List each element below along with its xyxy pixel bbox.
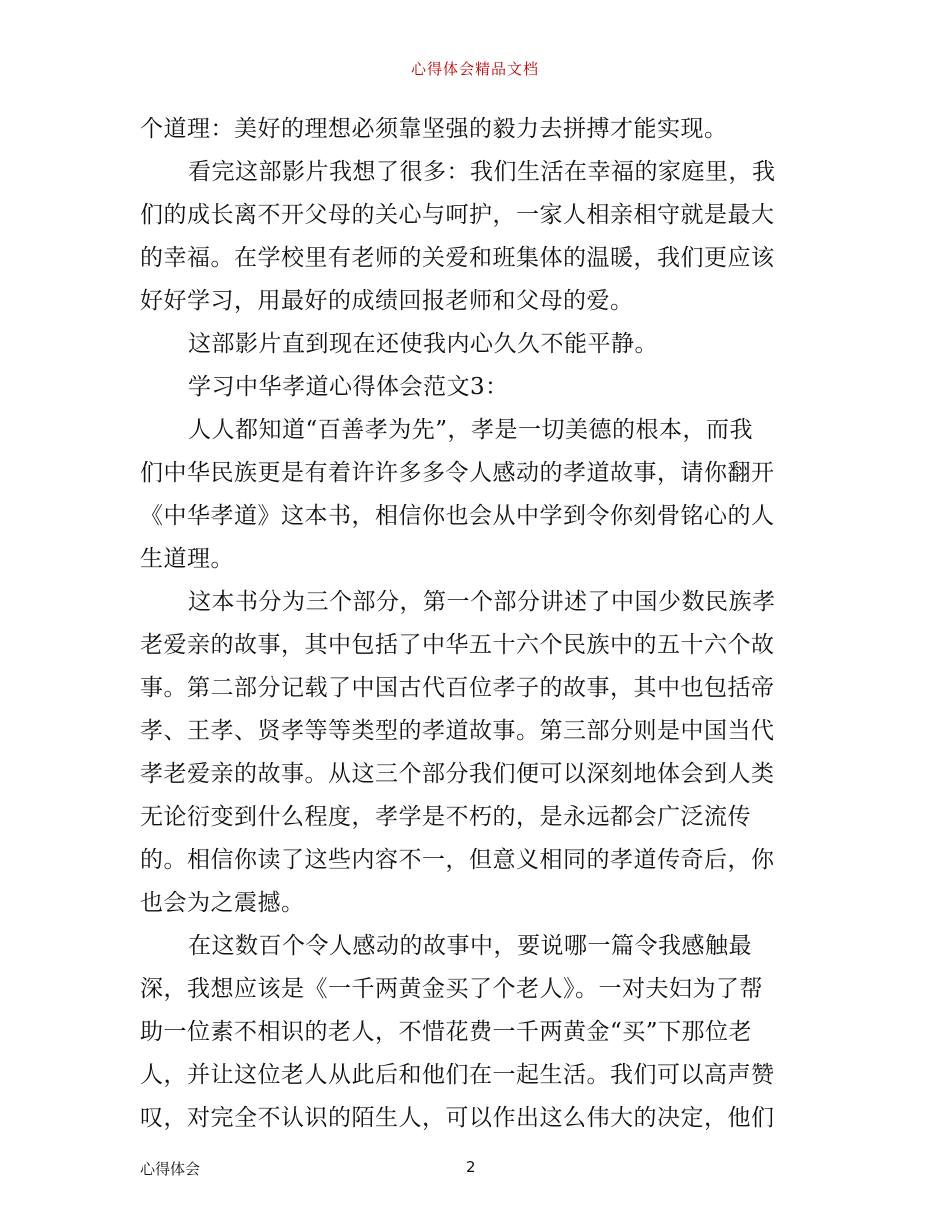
body-line: 老爱亲的故事，其中包括了中华五十六个民族中的五十六个故	[140, 632, 775, 658]
body-line: 们的成长离不开父母的关心与呵护，一家人相亲相守就是最大	[140, 202, 775, 228]
document-header-title: 心得体会精品文档	[410, 60, 539, 78]
body-line: 们中华民族更是有着许许多多令人感动的孝道故事，请你翻开	[140, 460, 775, 486]
body-line: 个道理：美好的理想必须靠坚强的毅力去拼搏才能实现。	[140, 116, 728, 142]
footer-label: 心得体会	[140, 1160, 201, 1178]
body-line: 生道理。	[140, 546, 234, 572]
body-line: 也会为之震撼。	[140, 890, 305, 916]
page-number: 2	[466, 1158, 476, 1176]
body-line: 事。第二部分记载了中国古代百位孝子的故事，其中也包括帝	[140, 675, 775, 701]
body-line: 人人都知道“百善孝为先”，孝是一切美德的根本，而我	[188, 417, 754, 443]
body-line: 这本书分为三个部分，第一个部分讲述了中国少数民族孝	[188, 589, 776, 615]
body-line: 看完这部影片我想了很多：我们生活在幸福的家庭里，我	[188, 159, 776, 185]
body-line: 在这数百个令人感动的故事中，要说哪一篇令我感触最	[188, 933, 752, 959]
body-line: 的幸福。在学校里有老师的关爱和班集体的温暖，我们更应该	[140, 245, 775, 271]
body-line: 孝老爱亲的故事。从这三个部分我们便可以深刻地体会到人类	[140, 761, 775, 787]
section-heading: 学习中华孝道心得体会范文3：	[188, 374, 509, 400]
body-line: 叹，对完全不认识的陌生人，可以作出这么伟大的决定，他们	[140, 1105, 775, 1131]
body-line: 的。相信你读了这些内容不一，但意义相同的孝道传奇后，你	[140, 847, 775, 873]
body-line: 《中华孝道》这本书，相信你也会从中学到令你刻骨铭心的人	[140, 503, 775, 529]
body-line: 深，我想应该是《一千两黄金买了个老人》。一对夫妇为了帮	[140, 976, 763, 1002]
body-line: 好好学习，用最好的成绩回报老师和父母的爱。	[140, 288, 634, 314]
body-line: 无论衍变到什么程度，孝学是不朽的，是永远都会广泛流传	[140, 804, 751, 830]
body-line: 这部影片直到现在还使我内心久久不能平静。	[188, 331, 658, 357]
body-line: 助一位素不相识的老人，不惜花费一千两黄金“买”下那位老	[140, 1019, 753, 1045]
body-line: 人，并让这位老人从此后和他们在一起生活。我们可以高声赞	[140, 1062, 775, 1088]
document-body	[140, 108, 812, 1140]
body-line: 孝、王孝、贤孝等等类型的孝道故事。第三部分则是中国当代	[140, 718, 775, 744]
